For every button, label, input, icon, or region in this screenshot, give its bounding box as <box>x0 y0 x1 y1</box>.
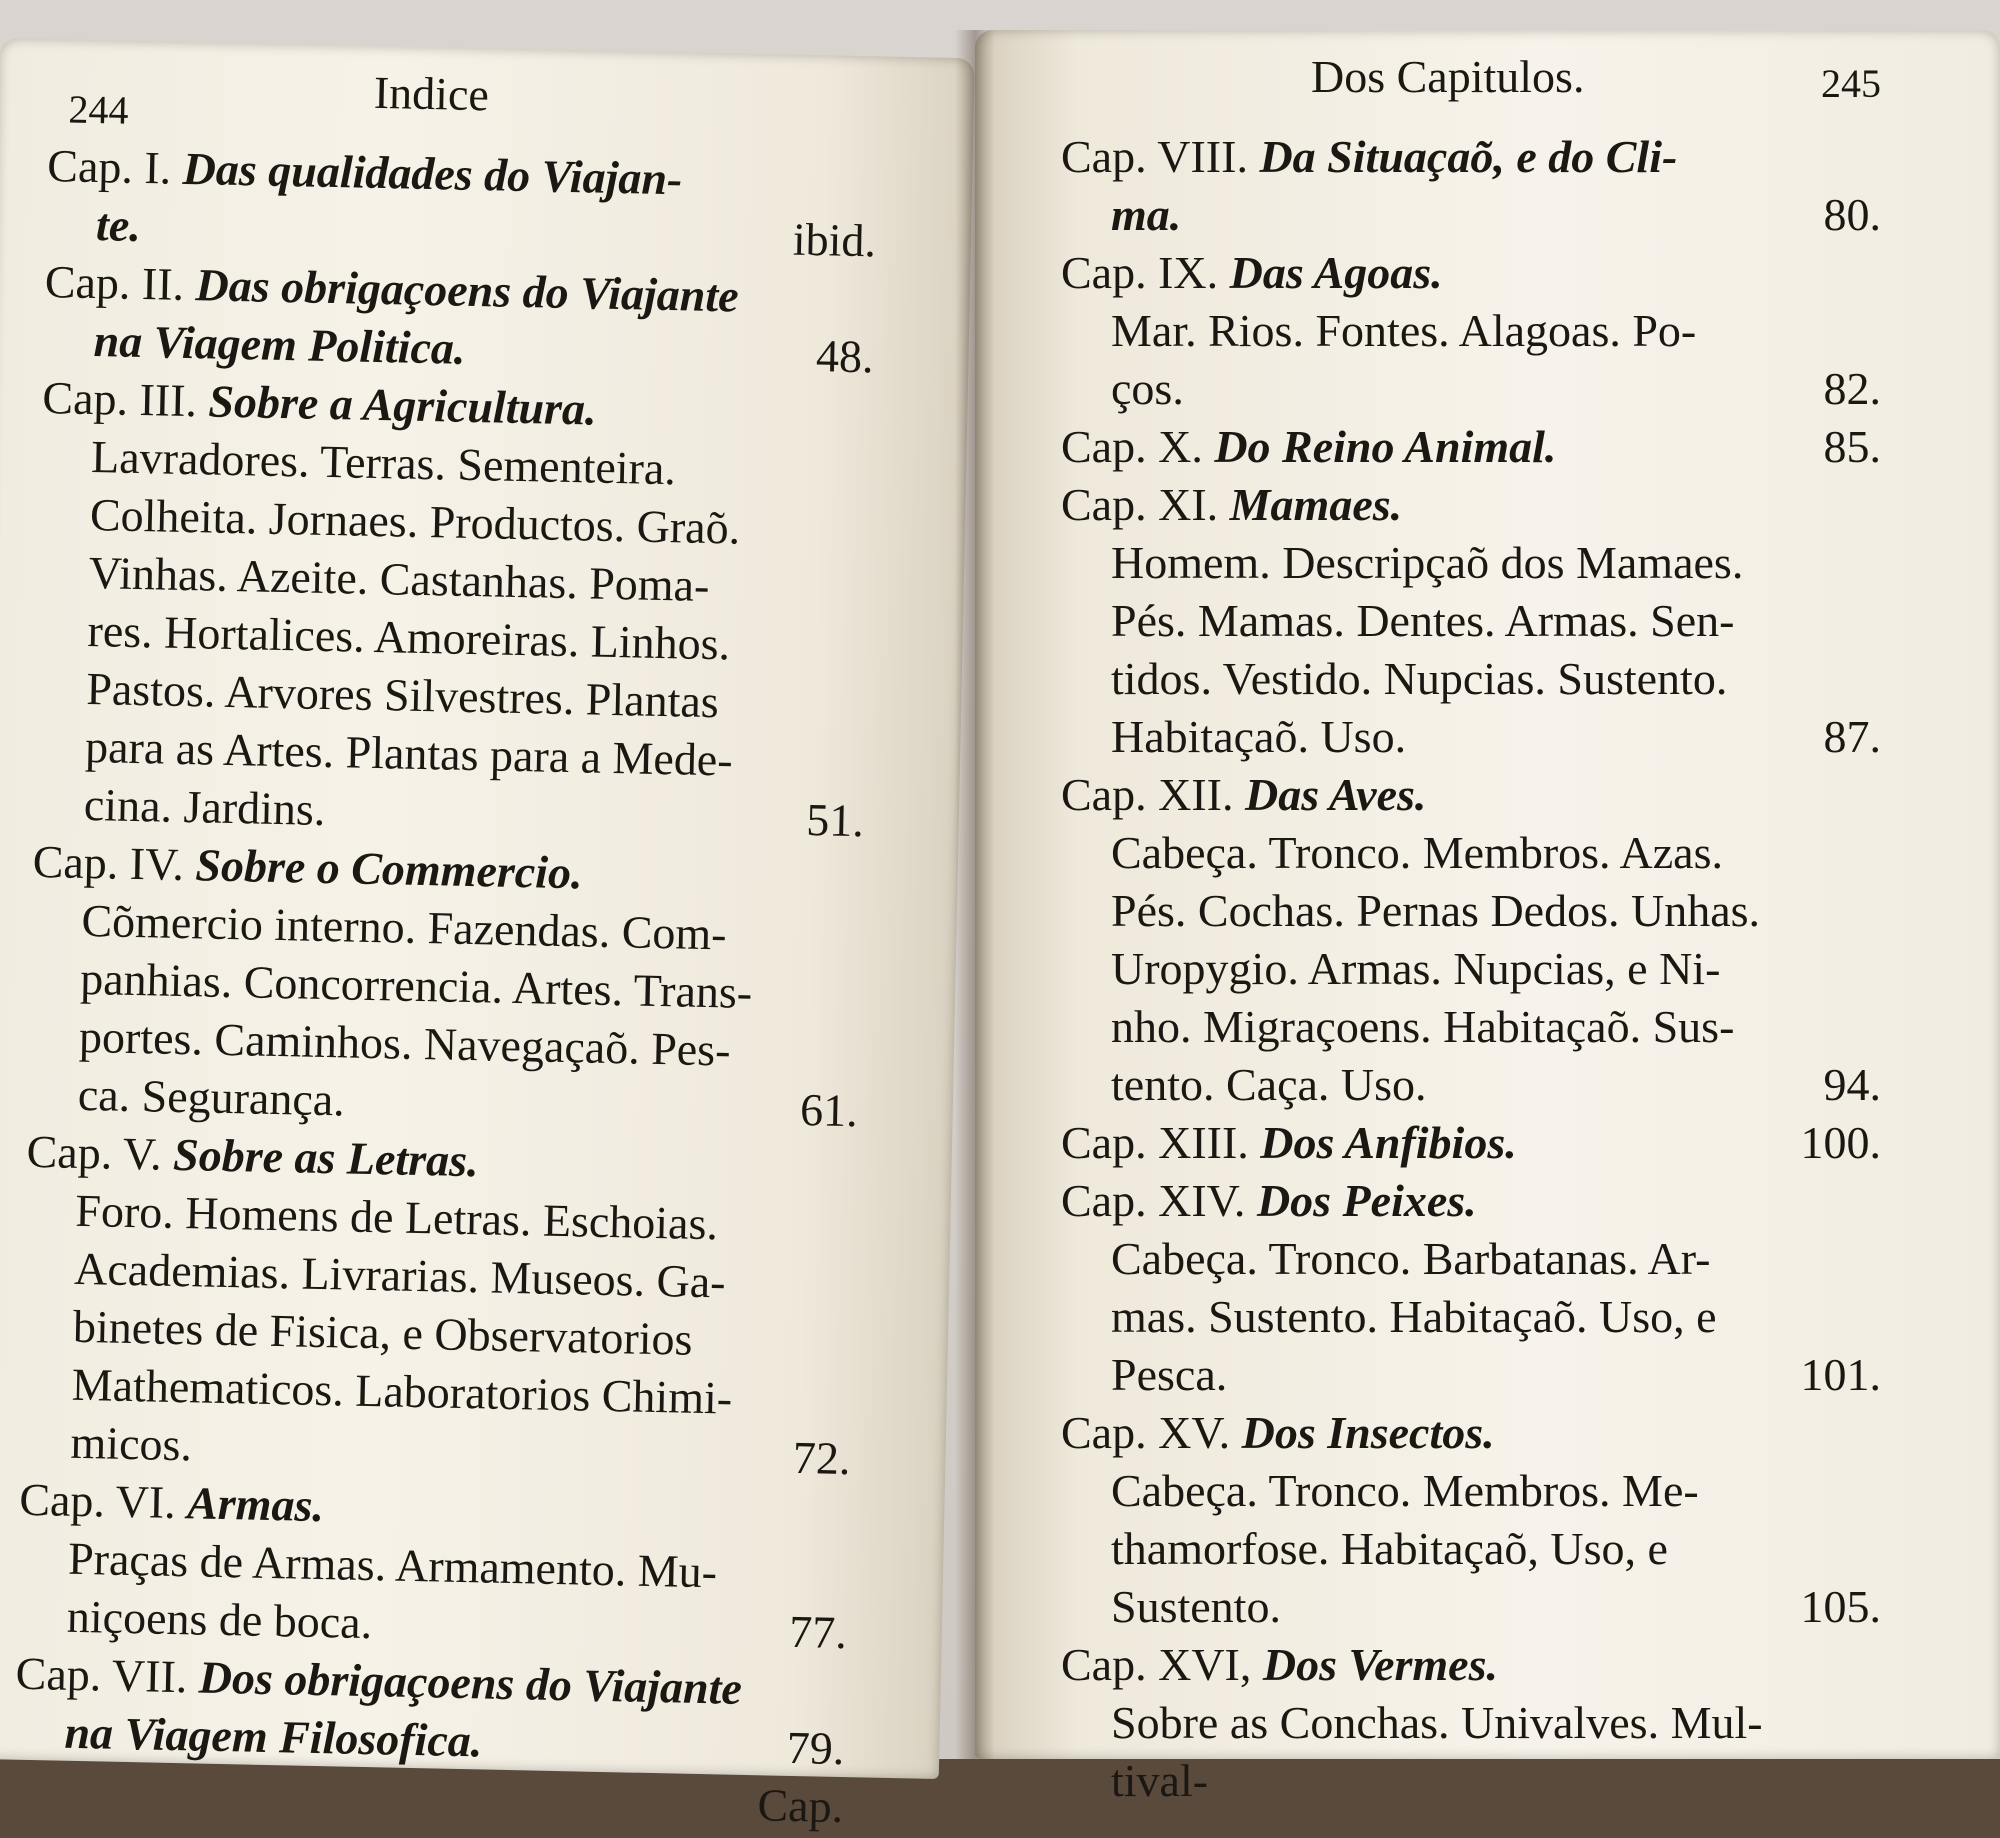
index-entry <box>1061 1404 1881 1636</box>
topic-line: ços. <box>1111 363 1184 414</box>
topic-line: nho. Migraçoens. Habitaçaõ. Sus- <box>1111 1001 1735 1052</box>
page-reference: 100. <box>1800 1117 1881 1168</box>
chapter-title: Sobre a Agricultura. <box>207 375 598 435</box>
chapter-title: Dos Peixes. <box>1256 1175 1477 1226</box>
topic-line: Uropygio. Armas. Nupcias, e Ni- <box>1111 943 1721 994</box>
index-entry <box>1061 476 1881 766</box>
page-reference: 72. <box>792 1431 851 1485</box>
chapter-topics <box>16 1529 848 1662</box>
chapter-title: Das Aves. <box>1244 769 1427 820</box>
page-reference: 94. <box>1823 1059 1881 1110</box>
chapter-label: Cap. XIV. <box>1061 1175 1246 1226</box>
page-reference: 51. <box>805 794 865 847</box>
chapter-heading <box>1061 1172 1881 1230</box>
chapter-label: Cap. III. <box>41 371 198 427</box>
topic-line: Habitaçaõ. Uso. <box>1111 711 1407 762</box>
chapter-heading <box>1061 1114 1517 1172</box>
index-entry <box>20 1123 857 1488</box>
topic-line: Foro. Homens de Letras. Eschoias. <box>74 1184 719 1250</box>
chapter-heading-row <box>1061 1114 1881 1172</box>
topic-line: Colheita. Jornaes. Productos. Graõ. <box>89 488 741 554</box>
topic-line: Pesca. <box>1111 1349 1228 1400</box>
chapter-title-continuation: na Viagem Filosofica. <box>63 1706 483 1767</box>
topic-last-line <box>1111 1056 1881 1114</box>
topic-line: Cabeça. Tronco. Barbatanas. Ar- <box>1111 1233 1711 1284</box>
topic-last-line <box>1111 1346 1881 1404</box>
topic-line: Academias. Livrarias. Museos. Ga- <box>73 1242 727 1308</box>
index-entry <box>14 1645 846 1778</box>
index-entry <box>33 369 873 850</box>
chapter-title: Dos Insectos. <box>1241 1407 1495 1458</box>
topic-line: Pastos. Arvores Silvestres. Plantas <box>85 662 720 728</box>
chapter-topics <box>1061 302 1881 418</box>
chapter-title: Sobre as Letras. <box>172 1128 480 1187</box>
chapter-title-continuation: ma. <box>1111 189 1182 240</box>
page-reference: 105. <box>1800 1581 1881 1632</box>
index-entry <box>16 1471 849 1662</box>
page-reference: 61. <box>799 1083 859 1137</box>
topic-line: Sobre as Conchas. Univalves. Mul- <box>1111 1697 1763 1748</box>
topic-last-line <box>1111 708 1881 766</box>
topic-line: Mathematicos. Laboratorios Chimi- <box>71 1358 733 1424</box>
topic-line: para as Artes. Plantas para a Mede- <box>84 720 734 786</box>
index-entry <box>27 833 863 1140</box>
chapter-heading-row <box>1061 418 1881 476</box>
page-reference: 77. <box>788 1605 848 1659</box>
chapter-title: Do Reino Animal. <box>1214 421 1557 472</box>
page-reference: 82. <box>1823 363 1881 414</box>
chapter-title: Da Situaçaõ, e do Cli- <box>1259 131 1678 182</box>
topic-line: panhias. Concorrencia. Artes. Trans- <box>79 952 753 1018</box>
topic-line: Pés. Cochas. Pernas Dedos. Unhas. <box>1111 885 1761 936</box>
index-entry <box>1061 1636 1881 1810</box>
chapter-heading <box>1061 418 1556 476</box>
chapter-title: Dos obrigaçoens do Viajante <box>198 1651 743 1714</box>
book-gutter <box>955 30 995 1759</box>
chapter-label: Cap. XV. <box>1061 1407 1231 1458</box>
topic-last-line <box>1111 1578 1881 1636</box>
right-page-number: 245 <box>1821 61 1881 106</box>
left-page <box>0 38 975 1833</box>
chapter-topics <box>33 427 871 850</box>
topic-line: ca. Segurança. <box>77 1068 346 1126</box>
chapter-heading <box>1061 128 1881 186</box>
index-entry <box>1061 766 1881 1114</box>
catchword: Cap. <box>757 1779 844 1833</box>
chapter-label: Cap. VI. <box>18 1473 177 1528</box>
index-entry <box>1061 244 1881 418</box>
index-entry <box>46 137 878 270</box>
chapter-title: Das Agoas. <box>1229 247 1443 298</box>
chapter-continuation <box>1061 186 1881 244</box>
page-reference: 87. <box>1823 711 1881 762</box>
topic-line: binetes de Fisica, e Observatorios <box>72 1300 693 1365</box>
index-entry <box>43 253 875 386</box>
chapter-title-continuation: na Viagem Politica. <box>93 315 466 374</box>
index-entry <box>1061 1114 1881 1172</box>
left-running-title: Indice <box>373 66 490 121</box>
chapter-topics <box>1061 1694 1881 1810</box>
chapter-label: Cap. XII. <box>1061 769 1234 820</box>
chapter-heading <box>1061 1404 1881 1462</box>
chapter-label: Cap. XI. <box>1061 479 1219 530</box>
topic-line: tento. Caça. Uso. <box>1111 1059 1427 1110</box>
page-reference: 79. <box>786 1721 845 1775</box>
index-entry <box>1061 1172 1881 1404</box>
chapter-label: Cap. XIII. <box>1061 1117 1249 1168</box>
topic-line: res. Hortalices. Amoreiras. Linhos. <box>87 604 731 670</box>
topic-line: portes. Caminhos. Navegaçaõ. Pes- <box>78 1010 732 1076</box>
chapter-label: Cap. VIII. <box>1061 131 1248 182</box>
chapter-label: Cap. I. <box>46 140 172 194</box>
topic-line: Cõmercio interno. Fazendas. Com- <box>81 894 728 960</box>
topic-line: tival- <box>1111 1755 1209 1806</box>
topic-line: Homem. Descripçaõ dos Mamaes. <box>1111 537 1744 588</box>
chapter-title: Armas. <box>186 1477 325 1532</box>
right-page <box>975 30 2000 1806</box>
chapter-label: Cap. X. <box>1061 421 1203 472</box>
page-reference: ibid. <box>792 213 877 267</box>
left-page-number: 244 <box>68 86 129 133</box>
topic-line: Sustento. <box>1111 1581 1281 1632</box>
topic-line: Lavradores. Terras. Sementeira. <box>90 431 677 495</box>
index-entry <box>1061 418 1881 476</box>
right-page-content <box>1061 50 1881 1810</box>
topic-line: niçoens de boca. <box>66 1590 373 1649</box>
topic-line: Mar. Rios. Fontes. Alagoas. Po- <box>1111 305 1697 356</box>
topic-line: Praças de Armas. Armamento. Mu- <box>67 1532 718 1598</box>
chapter-title: Das qualidades do Viajan- <box>182 142 683 205</box>
right-running-title: Dos Capitulos. <box>1311 51 1585 102</box>
topic-line: micos. <box>70 1416 193 1471</box>
chapter-title-continuation: te. <box>95 199 142 251</box>
page-reference: 85. <box>1823 421 1881 472</box>
chapter-topics <box>20 1181 856 1488</box>
left-page-content <box>13 59 880 1836</box>
chapter-heading <box>1061 766 1881 824</box>
topic-line: thamorfose. Habitaçaõ, Uso, e <box>1111 1523 1668 1574</box>
chapter-label: Cap. VII. <box>15 1647 188 1703</box>
topic-line: Vinhas. Azeite. Castanhas. Poma- <box>88 546 710 611</box>
chapter-topics <box>1061 1462 1881 1636</box>
chapter-title: Mamaes. <box>1229 479 1403 530</box>
chapter-title: Das obrigaçoens do Viajante <box>195 259 740 322</box>
chapter-title: Dos Anfibios. <box>1260 1117 1517 1168</box>
chapter-title: Dos Vermes. <box>1262 1639 1498 1690</box>
topic-line: cina. Jardins. <box>83 778 326 835</box>
chapter-heading <box>1061 1636 1881 1694</box>
chapter-label: Cap. IX. <box>1061 247 1219 298</box>
topic-line: Pés. Mamas. Dentes. Armas. Sen- <box>1111 595 1735 646</box>
index-entry <box>1061 128 1881 244</box>
topic-line: Cabeça. Tronco. Membros. Azas. <box>1111 827 1723 878</box>
chapter-heading <box>1061 244 1881 302</box>
topic-line: Cabeça. Tronco. Membros. Me- <box>1111 1465 1699 1516</box>
chapter-label: Cap. XVI, <box>1061 1639 1252 1690</box>
topic-line: mas. Sustento. Habitaçaõ. Uso, e <box>1111 1291 1717 1342</box>
chapter-title: Sobre o Commercio. <box>194 839 584 899</box>
topic-line: tidos. Vestido. Nupcias. Sustento. <box>1111 653 1728 704</box>
page-reference: 48. <box>815 330 875 383</box>
chapter-label: Cap. IV. <box>32 835 185 891</box>
chapter-topics <box>1061 824 1881 1114</box>
chapter-label: Cap. II. <box>44 255 185 310</box>
chapter-topics <box>27 891 862 1140</box>
page-reference: 101. <box>1800 1349 1881 1400</box>
right-page-header <box>1061 50 1881 128</box>
chapter-topics <box>1061 1230 1881 1404</box>
page-reference: 80. <box>1823 189 1881 240</box>
chapter-heading <box>1061 476 1881 534</box>
chapter-topics <box>1061 534 1881 766</box>
chapter-label: Cap. V. <box>26 1125 163 1180</box>
topic-last-line <box>1111 360 1881 418</box>
